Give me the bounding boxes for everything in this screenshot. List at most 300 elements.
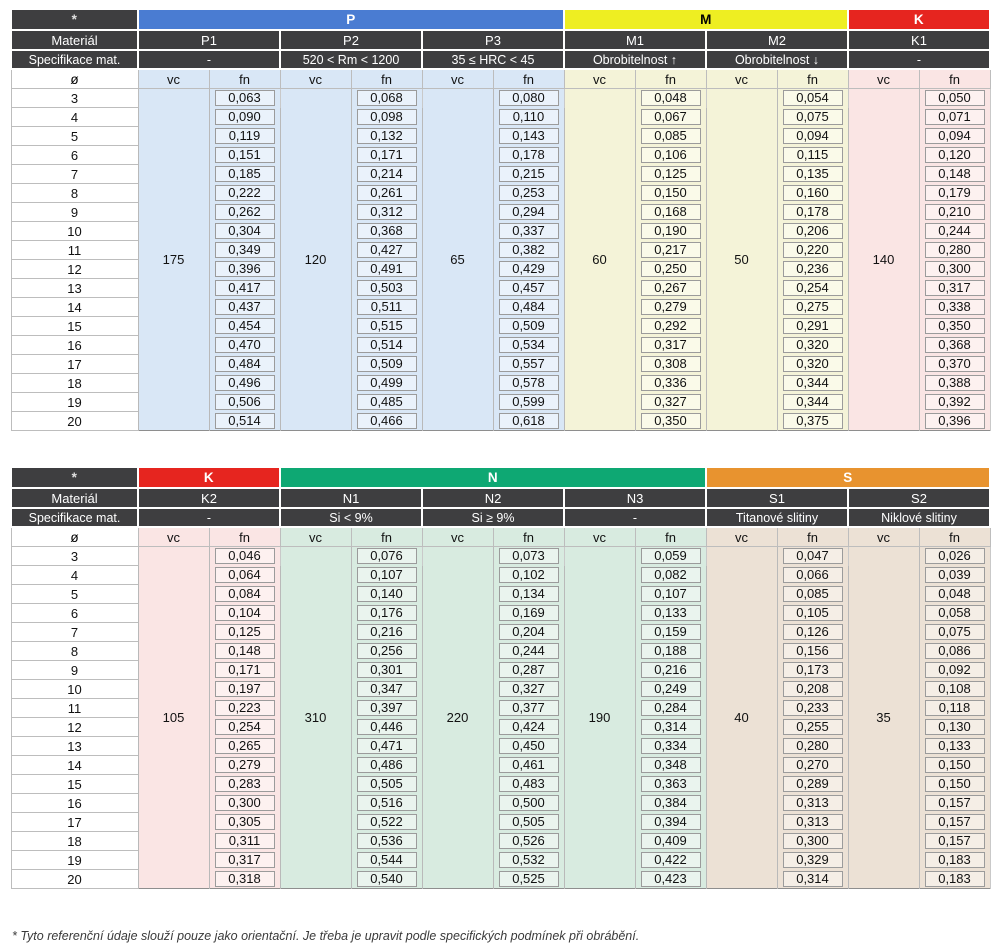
fn-cell <box>635 260 706 279</box>
fn-cell <box>209 661 280 680</box>
fn-value: 0,308 <box>641 356 701 372</box>
fn-cell <box>209 279 280 298</box>
vc-value: 120 <box>280 89 351 431</box>
vc-header: vc <box>138 527 209 547</box>
fn-value: 0,337 <box>499 223 559 239</box>
fn-value: 0,349 <box>215 242 275 258</box>
fn-cell <box>351 108 422 127</box>
fn-value: 0,085 <box>783 586 843 602</box>
fn-value: 0,275 <box>783 299 843 315</box>
fn-value: 0,557 <box>499 356 559 372</box>
fn-value: 0,073 <box>499 548 559 564</box>
fn-value: 0,532 <box>499 852 559 868</box>
diameter-cell: 8 <box>11 642 138 661</box>
fn-value: 0,150 <box>641 185 701 201</box>
fn-cell <box>493 393 564 412</box>
fn-value: 0,327 <box>499 681 559 697</box>
fn-value: 0,125 <box>215 624 275 640</box>
fn-value: 0,388 <box>925 375 985 391</box>
diameter-cell: 17 <box>11 813 138 832</box>
fn-value: 0,168 <box>641 204 701 220</box>
fn-cell <box>777 260 848 279</box>
fn-cell <box>919 412 990 431</box>
corner-asterisk: * <box>11 467 138 488</box>
fn-value: 0,102 <box>499 567 559 583</box>
fn-value: 0,046 <box>215 548 275 564</box>
fn-cell <box>777 184 848 203</box>
fn-value: 0,368 <box>925 337 985 353</box>
fn-cell <box>635 680 706 699</box>
spec-cell: 35 ≤ HRC < 45 <box>422 50 564 69</box>
fn-cell <box>493 642 564 661</box>
fn-value: 0,105 <box>783 605 843 621</box>
fn-cell <box>209 775 280 794</box>
fn-cell <box>777 585 848 604</box>
vc-value: 220 <box>422 547 493 889</box>
fn-value: 0,236 <box>783 261 843 277</box>
fn-cell <box>351 146 422 165</box>
fn-value: 0,491 <box>357 261 417 277</box>
fn-cell <box>493 680 564 699</box>
fn-value: 0,318 <box>215 871 275 887</box>
fn-value: 0,515 <box>357 318 417 334</box>
fn-cell <box>209 260 280 279</box>
fn-value: 0,329 <box>783 852 843 868</box>
fn-cell <box>919 642 990 661</box>
fn-cell <box>351 775 422 794</box>
diameter-cell: 20 <box>11 870 138 889</box>
fn-value: 0,126 <box>783 624 843 640</box>
fn-cell <box>777 680 848 699</box>
fn-value: 0,327 <box>641 394 701 410</box>
fn-value: 0,215 <box>499 166 559 182</box>
fn-value: 0,132 <box>357 128 417 144</box>
fn-header: fn <box>635 527 706 547</box>
material-row-label: Materiál <box>11 30 138 50</box>
fn-value: 0,261 <box>357 185 417 201</box>
fn-cell <box>777 146 848 165</box>
fn-cell <box>635 279 706 298</box>
fn-cell <box>919 393 990 412</box>
fn-cell <box>919 241 990 260</box>
fn-value: 0,094 <box>783 128 843 144</box>
fn-value: 0,150 <box>925 757 985 773</box>
spec-cell: Obrobitelnost ↓ <box>706 50 848 69</box>
fn-value: 0,279 <box>641 299 701 315</box>
material-cell: N3 <box>564 488 706 508</box>
fn-cell <box>919 127 990 146</box>
fn-value: 0,505 <box>357 776 417 792</box>
fn-cell <box>635 832 706 851</box>
fn-cell <box>635 851 706 870</box>
fn-cell <box>635 89 706 108</box>
fn-value: 0,350 <box>925 318 985 334</box>
fn-cell <box>209 336 280 355</box>
fn-cell <box>493 832 564 851</box>
fn-value: 0,217 <box>641 242 701 258</box>
fn-value: 0,314 <box>783 871 843 887</box>
fn-value: 0,183 <box>925 871 985 887</box>
fn-cell <box>493 222 564 241</box>
diameter-cell: 6 <box>11 604 138 623</box>
fn-cell <box>635 718 706 737</box>
fn-cell <box>919 813 990 832</box>
fn-value: 0,300 <box>925 261 985 277</box>
fn-cell <box>209 680 280 699</box>
fn-value: 0,350 <box>641 413 701 429</box>
fn-value: 0,188 <box>641 643 701 659</box>
fn-cell <box>209 184 280 203</box>
fn-cell <box>777 661 848 680</box>
fn-value: 0,115 <box>783 147 843 163</box>
fn-value: 0,503 <box>357 280 417 296</box>
spec-cell: 520 < Rm < 1200 <box>280 50 422 69</box>
spec-cell: - <box>138 50 280 69</box>
diameter-cell: 7 <box>11 165 138 184</box>
corner-asterisk: * <box>11 9 138 30</box>
fn-cell <box>209 241 280 260</box>
fn-value: 0,396 <box>215 261 275 277</box>
fn-value: 0,107 <box>357 567 417 583</box>
fn-cell <box>209 566 280 585</box>
fn-cell <box>493 661 564 680</box>
fn-value: 0,157 <box>925 814 985 830</box>
diameter-cell: 16 <box>11 794 138 813</box>
fn-cell <box>493 184 564 203</box>
diameter-cell: 20 <box>11 412 138 431</box>
fn-value: 0,160 <box>783 185 843 201</box>
fn-cell <box>351 165 422 184</box>
vc-value: 190 <box>564 547 635 889</box>
fn-value: 0,446 <box>357 719 417 735</box>
fn-value: 0,279 <box>215 757 275 773</box>
fn-cell <box>635 604 706 623</box>
fn-cell <box>635 222 706 241</box>
fn-cell <box>777 737 848 756</box>
fn-value: 0,368 <box>357 223 417 239</box>
fn-cell <box>635 775 706 794</box>
group-band-S: S <box>706 467 990 488</box>
fn-value: 0,301 <box>357 662 417 678</box>
group-band-K: K <box>138 467 280 488</box>
vc-header: vc <box>848 69 919 89</box>
fn-cell <box>777 279 848 298</box>
fn-header: fn <box>351 69 422 89</box>
fn-value: 0,140 <box>357 586 417 602</box>
fn-cell <box>493 870 564 889</box>
fn-value: 0,048 <box>641 90 701 106</box>
fn-cell <box>777 547 848 566</box>
fn-cell <box>919 374 990 393</box>
fn-value: 0,082 <box>641 567 701 583</box>
fn-value: 0,222 <box>215 185 275 201</box>
fn-cell <box>635 336 706 355</box>
fn-value: 0,135 <box>783 166 843 182</box>
table-row <box>11 547 990 566</box>
fn-value: 0,382 <box>499 242 559 258</box>
material-cell: K2 <box>138 488 280 508</box>
fn-header: fn <box>777 527 848 547</box>
fn-value: 0,526 <box>499 833 559 849</box>
fn-value: 0,289 <box>783 776 843 792</box>
fn-value: 0,280 <box>783 738 843 754</box>
material-cell: N2 <box>422 488 564 508</box>
diameter-cell: 5 <box>11 585 138 604</box>
fn-value: 0,514 <box>215 413 275 429</box>
fn-value: 0,320 <box>783 337 843 353</box>
fn-cell <box>493 566 564 585</box>
fn-cell <box>635 241 706 260</box>
diameter-cell: 14 <box>11 298 138 317</box>
fn-cell <box>493 547 564 566</box>
fn-value: 0,183 <box>925 852 985 868</box>
fn-cell <box>493 127 564 146</box>
fn-value: 0,300 <box>215 795 275 811</box>
fn-value: 0,300 <box>783 833 843 849</box>
diameter-cell: 11 <box>11 241 138 260</box>
fn-value: 0,454 <box>215 318 275 334</box>
fn-cell <box>493 355 564 374</box>
fn-header: fn <box>493 527 564 547</box>
fn-cell <box>919 279 990 298</box>
fn-value: 0,314 <box>641 719 701 735</box>
fn-value: 0,536 <box>357 833 417 849</box>
vc-value: 105 <box>138 547 209 889</box>
group-band-K: K <box>848 9 990 30</box>
fn-cell <box>209 813 280 832</box>
fn-cell <box>635 870 706 889</box>
diameter-cell: 4 <box>11 566 138 585</box>
fn-cell <box>919 623 990 642</box>
fn-header: fn <box>209 69 280 89</box>
fn-cell <box>351 870 422 889</box>
fn-value: 0,578 <box>499 375 559 391</box>
fn-cell <box>209 547 280 566</box>
fn-value: 0,119 <box>215 128 275 144</box>
fn-cell <box>493 374 564 393</box>
fn-value: 0,075 <box>925 624 985 640</box>
fn-value: 0,066 <box>783 567 843 583</box>
fn-cell <box>493 737 564 756</box>
fn-cell <box>209 203 280 222</box>
fn-cell <box>351 89 422 108</box>
fn-header: fn <box>777 69 848 89</box>
diameter-cell: 12 <box>11 718 138 737</box>
fn-cell <box>919 184 990 203</box>
fn-cell <box>777 832 848 851</box>
diameter-cell: 19 <box>11 393 138 412</box>
fn-value: 0,143 <box>499 128 559 144</box>
fn-value: 0,450 <box>499 738 559 754</box>
fn-value: 0,423 <box>641 871 701 887</box>
fn-cell <box>493 623 564 642</box>
group-band-N: N <box>280 467 706 488</box>
vc-header: vc <box>564 69 635 89</box>
fn-cell <box>919 566 990 585</box>
fn-cell <box>351 832 422 851</box>
fn-cell <box>209 165 280 184</box>
fn-cell <box>209 870 280 889</box>
fn-value: 0,417 <box>215 280 275 296</box>
fn-cell <box>209 317 280 336</box>
fn-cell <box>777 127 848 146</box>
fn-value: 0,397 <box>357 700 417 716</box>
diameter-cell: 14 <box>11 756 138 775</box>
group-band-M: M <box>564 9 848 30</box>
fn-value: 0,125 <box>641 166 701 182</box>
fn-cell <box>351 127 422 146</box>
fn-value: 0,392 <box>925 394 985 410</box>
spec-cell: Si ≥ 9% <box>422 508 564 527</box>
fn-cell <box>635 298 706 317</box>
fn-header: fn <box>351 527 422 547</box>
vc-value: 60 <box>564 89 635 431</box>
fn-value: 0,223 <box>215 700 275 716</box>
fn-header: fn <box>919 69 990 89</box>
fn-cell <box>209 146 280 165</box>
fn-value: 0,176 <box>357 605 417 621</box>
fn-value: 0,317 <box>641 337 701 353</box>
fn-cell <box>493 298 564 317</box>
fn-cell <box>777 412 848 431</box>
fn-cell <box>635 127 706 146</box>
spec-cell: - <box>848 50 990 69</box>
fn-value: 0,334 <box>641 738 701 754</box>
fn-value: 0,255 <box>783 719 843 735</box>
diameter-cell: 16 <box>11 336 138 355</box>
fn-value: 0,050 <box>925 90 985 106</box>
fn-value: 0,133 <box>641 605 701 621</box>
fn-cell <box>635 374 706 393</box>
fn-value: 0,059 <box>641 548 701 564</box>
fn-cell <box>777 241 848 260</box>
fn-value: 0,262 <box>215 204 275 220</box>
diameter-cell: 12 <box>11 260 138 279</box>
fn-value: 0,267 <box>641 280 701 296</box>
fn-value: 0,216 <box>357 624 417 640</box>
fn-value: 0,500 <box>499 795 559 811</box>
fn-cell <box>351 393 422 412</box>
fn-value: 0,107 <box>641 586 701 602</box>
fn-value: 0,080 <box>499 90 559 106</box>
fn-cell <box>777 794 848 813</box>
fn-cell <box>777 699 848 718</box>
fn-value: 0,047 <box>783 548 843 564</box>
fn-value: 0,265 <box>215 738 275 754</box>
spec-cell: - <box>138 508 280 527</box>
fn-cell <box>919 775 990 794</box>
fn-cell <box>493 851 564 870</box>
fn-cell <box>919 870 990 889</box>
diameter-cell: 9 <box>11 661 138 680</box>
fn-value: 0,461 <box>499 757 559 773</box>
fn-cell <box>635 412 706 431</box>
fn-cell <box>351 241 422 260</box>
fn-cell <box>493 585 564 604</box>
fn-cell <box>635 184 706 203</box>
fn-cell <box>777 623 848 642</box>
vc-header: vc <box>138 69 209 89</box>
fn-cell <box>493 89 564 108</box>
fn-cell <box>777 355 848 374</box>
fn-value: 0,466 <box>357 413 417 429</box>
fn-value: 0,118 <box>925 700 985 716</box>
fn-cell <box>209 832 280 851</box>
fn-value: 0,026 <box>925 548 985 564</box>
fn-cell <box>351 298 422 317</box>
fn-value: 0,313 <box>783 795 843 811</box>
fn-cell <box>209 623 280 642</box>
vc-header: vc <box>422 69 493 89</box>
fn-header: fn <box>209 527 280 547</box>
fn-value: 0,283 <box>215 776 275 792</box>
fn-value: 0,483 <box>499 776 559 792</box>
fn-value: 0,317 <box>215 852 275 868</box>
fn-value: 0,216 <box>641 662 701 678</box>
fn-cell <box>777 775 848 794</box>
fn-value: 0,120 <box>925 147 985 163</box>
fn-value: 0,254 <box>783 280 843 296</box>
fn-cell <box>919 756 990 775</box>
fn-value: 0,210 <box>925 204 985 220</box>
fn-cell <box>209 222 280 241</box>
fn-value: 0,437 <box>215 299 275 315</box>
fn-cell <box>635 585 706 604</box>
material-cell: S2 <box>848 488 990 508</box>
fn-cell <box>777 165 848 184</box>
fn-value: 0,214 <box>357 166 417 182</box>
fn-value: 0,344 <box>783 394 843 410</box>
fn-value: 0,244 <box>925 223 985 239</box>
fn-value: 0,514 <box>357 337 417 353</box>
fn-cell <box>351 642 422 661</box>
fn-value: 0,485 <box>357 394 417 410</box>
fn-value: 0,169 <box>499 605 559 621</box>
fn-value: 0,067 <box>641 109 701 125</box>
fn-cell <box>635 317 706 336</box>
fn-value: 0,178 <box>783 204 843 220</box>
fn-value: 0,422 <box>641 852 701 868</box>
fn-value: 0,253 <box>499 185 559 201</box>
fn-value: 0,157 <box>925 833 985 849</box>
fn-cell <box>635 699 706 718</box>
fn-cell <box>493 336 564 355</box>
spec-row-label: Specifikace mat. <box>11 50 138 69</box>
fn-value: 0,151 <box>215 147 275 163</box>
fn-cell <box>919 108 990 127</box>
vc-value: 40 <box>706 547 777 889</box>
fn-value: 0,427 <box>357 242 417 258</box>
fn-value: 0,094 <box>925 128 985 144</box>
fn-value: 0,457 <box>499 280 559 296</box>
fn-value: 0,076 <box>357 548 417 564</box>
fn-value: 0,159 <box>641 624 701 640</box>
fn-cell <box>635 165 706 184</box>
fn-cell <box>209 355 280 374</box>
fn-cell <box>635 547 706 566</box>
fn-cell <box>351 699 422 718</box>
fn-value: 0,084 <box>215 586 275 602</box>
fn-value: 0,190 <box>641 223 701 239</box>
fn-value: 0,496 <box>215 375 275 391</box>
fn-cell <box>351 604 422 623</box>
spec-cell: - <box>564 508 706 527</box>
fn-value: 0,284 <box>641 700 701 716</box>
fn-value: 0,304 <box>215 223 275 239</box>
fn-value: 0,071 <box>925 109 985 125</box>
fn-value: 0,287 <box>499 662 559 678</box>
diameter-cell: 15 <box>11 317 138 336</box>
